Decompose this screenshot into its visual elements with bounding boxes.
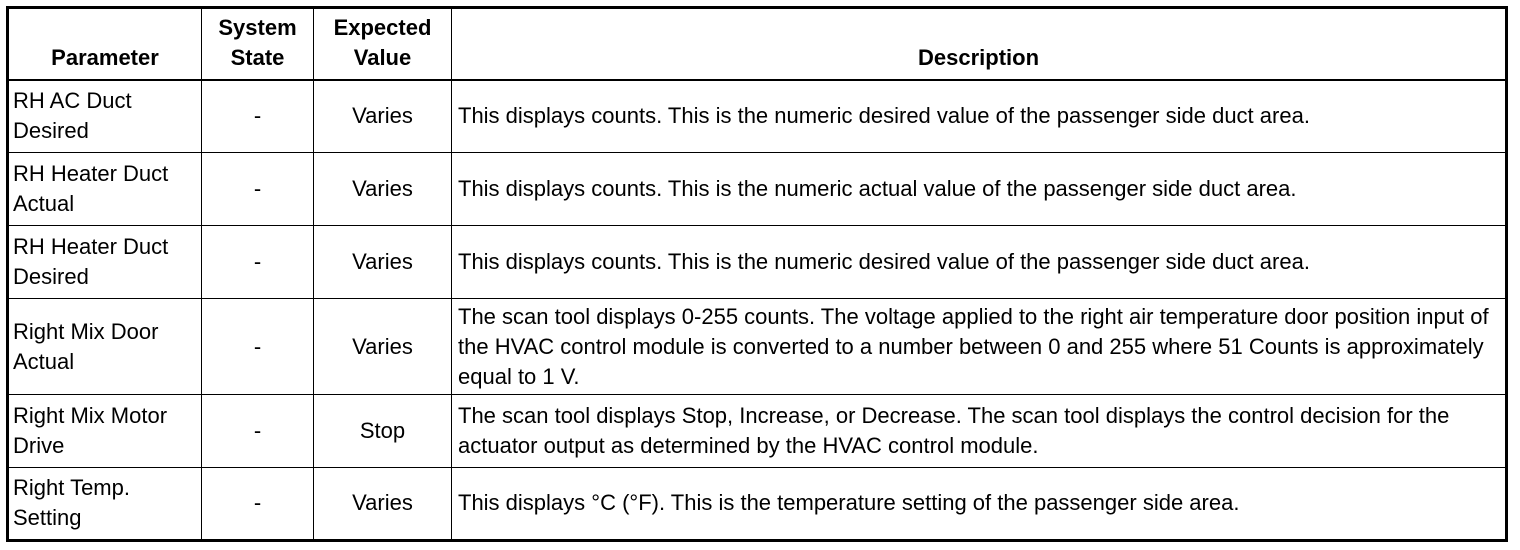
cell-system-state: - — [202, 226, 314, 299]
cell-parameter: RH Heater Duct Actual — [8, 153, 202, 226]
header-expected-value: Expected Value — [314, 8, 452, 80]
cell-expected-value: Stop — [314, 394, 452, 467]
cell-expected-value: Varies — [314, 299, 452, 394]
cell-description: This displays °C (°F). This is the temperature setting of the passenger side area. — [452, 467, 1507, 540]
header-description: Description — [452, 8, 1507, 80]
cell-expected-value: Varies — [314, 153, 452, 226]
table-row — [8, 467, 1507, 540]
table-row — [8, 153, 1507, 226]
cell-expected-value: Varies — [314, 226, 452, 299]
cell-description: This displays counts. This is the numeric desired value of the passenger side duct area. — [452, 80, 1507, 153]
cell-description: The scan tool displays 0-255 counts. The voltage applied to the right air temperature door position input of the HVAC control module is converted to a number between 0 and 255 where 51 Counts is approximately equal to 1 V. — [452, 299, 1507, 394]
cell-parameter: RH Heater Duct Desired — [8, 226, 202, 299]
header-row — [8, 8, 1507, 80]
cell-description: This displays counts. This is the numeric desired value of the passenger side duct area. — [452, 226, 1507, 299]
cell-description: This displays counts. This is the numeric actual value of the passenger side duct area. — [452, 153, 1507, 226]
cell-system-state: - — [202, 80, 314, 153]
table-row — [8, 394, 1507, 467]
cell-system-state: - — [202, 394, 314, 467]
header-parameter: Parameter — [8, 8, 202, 80]
cell-system-state: - — [202, 467, 314, 540]
cell-parameter: Right Temp. Setting — [8, 467, 202, 540]
parameter-table — [6, 6, 1508, 542]
table-row — [8, 226, 1507, 299]
table-row — [8, 299, 1507, 394]
cell-system-state: - — [202, 153, 314, 226]
table-row — [8, 80, 1507, 153]
cell-expected-value: Varies — [314, 467, 452, 540]
cell-parameter: Right Mix Door Actual — [8, 299, 202, 394]
header-system-state: System State — [202, 8, 314, 80]
cell-parameter: RH AC Duct Desired — [8, 80, 202, 153]
cell-system-state: - — [202, 299, 314, 394]
cell-expected-value: Varies — [314, 80, 452, 153]
cell-description: The scan tool displays Stop, Increase, or Decrease. The scan tool displays the control decision for the actuator output as determined by the HVAC control module. — [452, 394, 1507, 467]
cell-parameter: Right Mix Motor Drive — [8, 394, 202, 467]
